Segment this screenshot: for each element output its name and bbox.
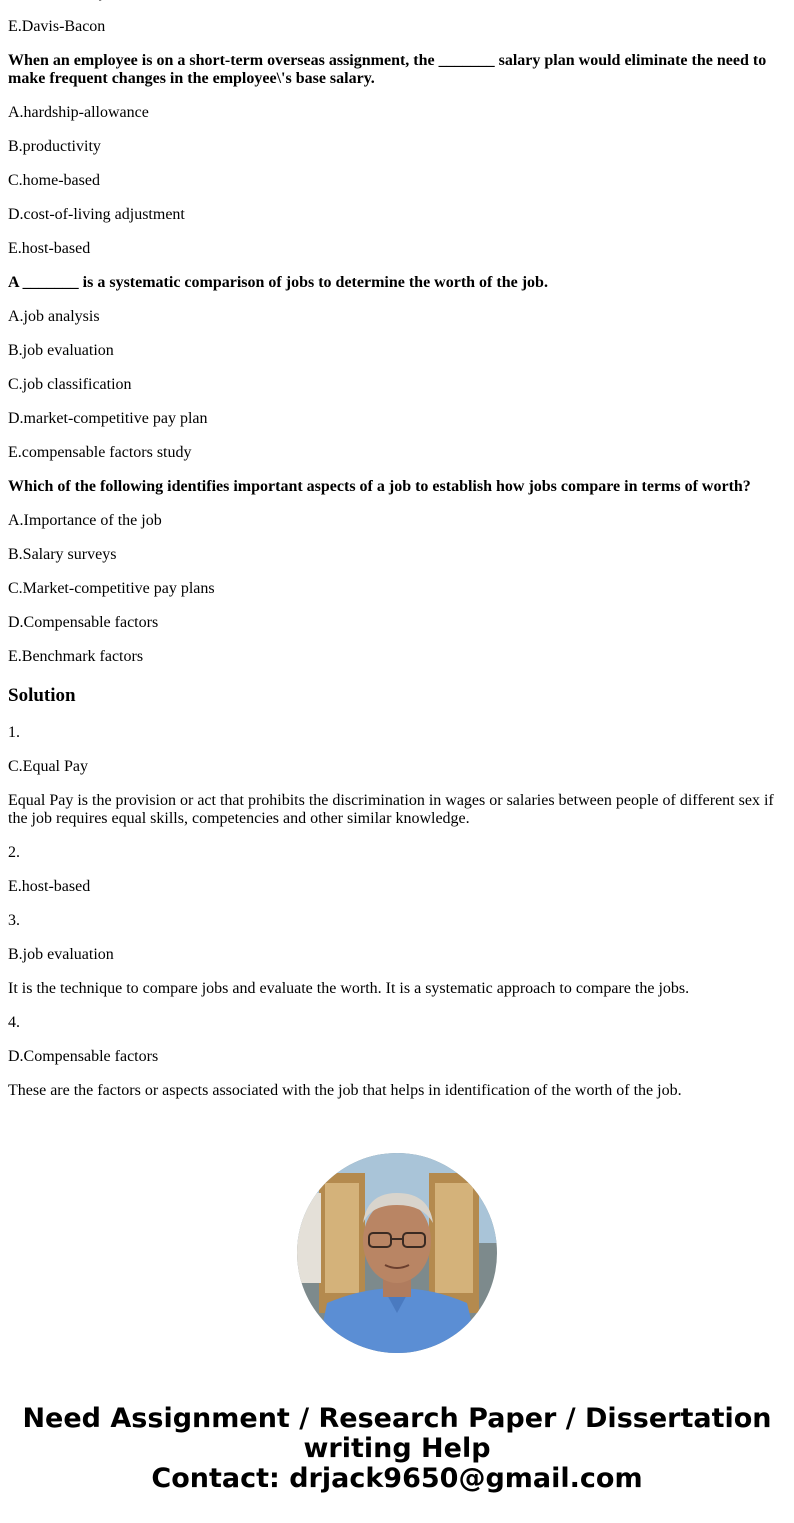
answer-choice: D.Compensable factors xyxy=(8,1048,159,1065)
option-text: A.job analysis xyxy=(8,308,100,325)
document-content xyxy=(8,0,786,1116)
author-avatar xyxy=(297,1153,497,1353)
question-text: Which of the following identifies important aspects of a job to establish how jobs compare in terms of worth? xyxy=(8,478,751,495)
answer-choice: E.host-based xyxy=(8,878,91,895)
option-text: B.job evaluation xyxy=(8,342,114,359)
option-text: E.Davis-Bacon xyxy=(8,18,106,35)
option-text: C.Market-competitive pay plans xyxy=(8,580,215,597)
answer-number: 3. xyxy=(8,912,20,929)
answer-number: 1. xyxy=(8,724,20,741)
answer-explanation: These are the factors or aspects associated with the job that helps in identification of the worth of the job. xyxy=(8,1082,682,1099)
answer-explanation: Equal Pay is the provision or act that prohibits the discrimination in wages or salaries between people of different sex if the job requires equal skills, competencies and other similar knowledge. xyxy=(8,792,774,827)
option-text: D.cost-of-living adjustment xyxy=(8,206,185,223)
author-photo xyxy=(297,1153,497,1353)
solution-heading: Solution xyxy=(8,685,76,706)
option-text: A.hardship-allowance xyxy=(8,104,149,121)
option-text: C.job classification xyxy=(8,376,132,393)
option-text: B.productivity xyxy=(8,138,101,155)
question-text: When an employee is on a short-term overseas assignment, the _______ salary plan would eliminate the need to make frequent changes in the employee\'s base salary. xyxy=(8,52,767,87)
answer-number: 2. xyxy=(8,844,20,861)
answer-explanation: It is the technique to compare jobs and evaluate the worth. It is a systematic approach to compare the jobs. xyxy=(8,980,690,997)
option-text: E.host-based xyxy=(8,240,91,257)
option-text: B.Salary surveys xyxy=(8,546,117,563)
question-text: A _______ is a systematic comparison of jobs to determine the worth of the job. xyxy=(8,274,548,291)
answer-number: 4. xyxy=(8,1014,20,1031)
option-text: C.home-based xyxy=(8,172,100,189)
promo-banner xyxy=(0,1404,794,1494)
option-text: E.compensable factors study xyxy=(8,444,192,461)
option-text: E.Benchmark factors xyxy=(8,648,144,665)
option-text: D.market-competitive pay plan xyxy=(8,410,208,427)
promo-contact: Contact: drjack9650@gmail.com xyxy=(151,1463,643,1494)
promo-line: writing Help xyxy=(303,1433,491,1464)
option-text: D.Compensable factors xyxy=(8,614,159,631)
option-text xyxy=(8,0,786,2)
promo-line: Need Assignment / Research Paper / Dissertation xyxy=(22,1403,772,1434)
option-text: A.Importance of the job xyxy=(8,512,162,529)
answer-choice: B.job evaluation xyxy=(8,946,114,963)
answer-choice: C.Equal Pay xyxy=(8,758,88,775)
